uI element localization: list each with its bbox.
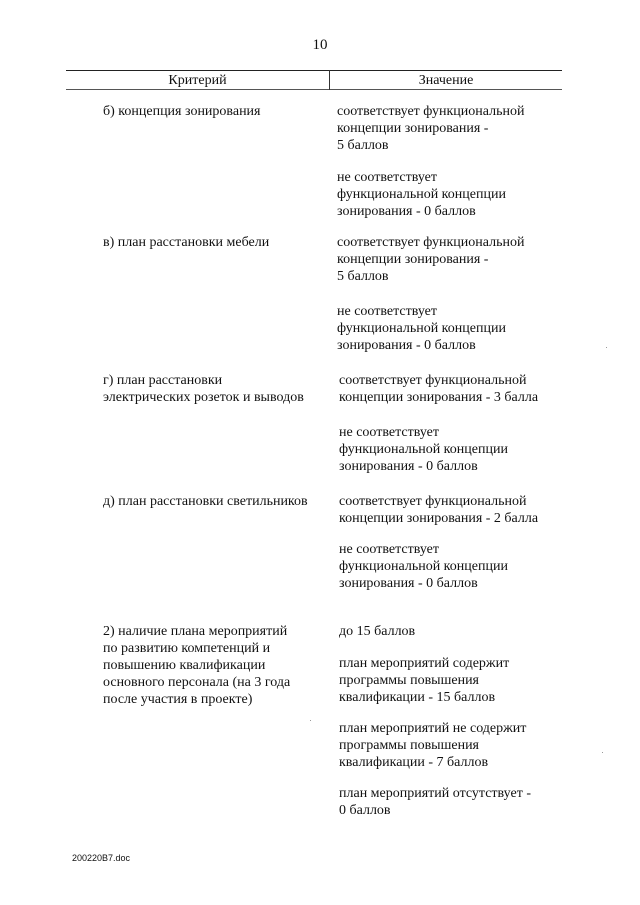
value-furniture-match: соответствует функциональной концепции зонирования - 5 баллов — [337, 235, 525, 284]
value-training-partial: план мероприятий не содержит программы повышения квалификации - 7 баллов — [339, 721, 527, 770]
value-lighting-match: соответствует функциональной концепции зонирования - 2 балла — [339, 494, 539, 526]
value-zoning-mismatch: не соответствует функциональной концепции зонирования - 0 баллов — [337, 170, 506, 219]
document-code: 200220В7.doc — [72, 853, 131, 863]
header-bottom-rule — [66, 89, 562, 90]
scan-speck — [602, 752, 603, 753]
value-training-absent: план мероприятий отсутствует - 0 баллов — [339, 786, 531, 818]
header-top-rule — [66, 70, 562, 71]
criterion-lighting-plan: д) план расстановки светильников — [103, 494, 308, 509]
value-sockets-match: соответствует функциональной концепции зонирования - 3 балла — [339, 373, 539, 405]
value-training-max: до 15 баллов — [339, 624, 416, 639]
header-value: Значение — [418, 73, 474, 88]
value-furniture-mismatch: не соответствует функциональной концепции зонирования - 0 баллов — [337, 304, 506, 353]
header-criterion: Критерий — [168, 73, 227, 88]
page-number: 10 — [312, 37, 328, 53]
value-sockets-mismatch: не соответствует функциональной концепции зонирования - 0 баллов — [339, 425, 508, 474]
criterion-zoning-concept: б) концепция зонирования — [103, 104, 261, 119]
criterion-sockets-plan: г) план расстановки электрических розеток и выводов — [103, 373, 304, 405]
scan-speck — [310, 720, 311, 721]
criterion-training-plan: 2) наличие плана мероприятий по развитию компетенций и повышению квалификации основного персонала (на 3 года после участия в проекте) — [103, 624, 291, 707]
value-lighting-mismatch: не соответствует функциональной концепции зонирования - 0 баллов — [339, 542, 508, 591]
criterion-furniture-plan: в) план расстановки мебели — [103, 235, 270, 250]
table-header — [66, 70, 562, 90]
value-zoning-match: соответствует функциональной концепции зонирования - 5 баллов — [337, 104, 525, 153]
value-training-full: план мероприятий содержит программы повышения квалификации - 15 баллов — [339, 656, 510, 705]
scan-speck — [606, 347, 607, 348]
